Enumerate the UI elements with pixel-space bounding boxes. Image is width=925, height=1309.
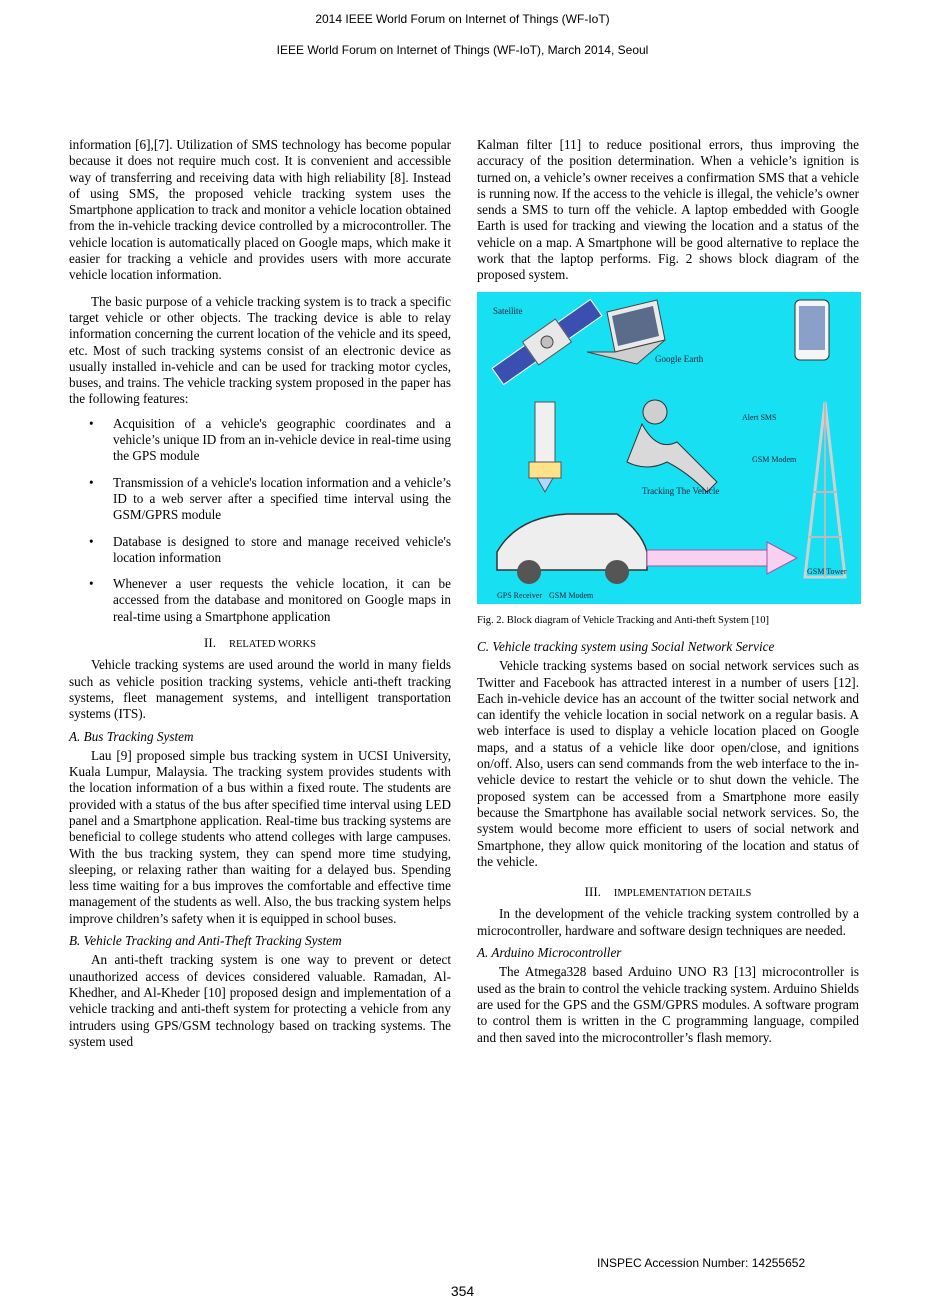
right-column <box>477 137 859 1046</box>
list-item: • Whenever a user requests the vehicle location, it can be accessed from the database and monitored on Google maps in real-time using a Smartphone application <box>89 576 451 624</box>
list-item: • Database is designed to store and manage received vehicle's location information <box>89 533 451 565</box>
conference-header-line1: 2014 IEEE World Forum on Internet of Things (WF-IoT) <box>315 12 610 26</box>
gsm-tower-label: GSM Tower <box>807 566 847 576</box>
feature-list <box>69 416 451 625</box>
gsm-modem-label: GSM Modem <box>752 454 797 464</box>
alert-sms-label: Alert SMS <box>742 412 777 422</box>
left-column <box>69 137 451 1050</box>
bullet-icon: • <box>89 576 94 592</box>
list-item: • Transmission of a vehicle's location information and a vehicle’s ID to a web server after a specified time interval using the GSM/GPRS module <box>89 474 451 523</box>
paragraph: Kalman filter [11] to reduce positional errors, thus improving the accuracy of the position determination. When a vehicle’s ignition is turned on, a vehicle’s owner receives a confirmation SMS that a vehicle is running now. If the access to the vehicle is illegal, the vehicle’s owner sends a SMS to turn off the vehicle. A laptop embedded with Google Earth is used for tracking and viewing the location and a status of the vehicle on a map. A Smartphone will be good alternative to replace the work that the laptop performs. Fig. 2 shows block diagram of the proposed system. <box>477 137 859 283</box>
gsm-tower-icon <box>805 402 845 577</box>
list-item: • Acquisition of a vehicle's geographic coordinates and a vehicle’s unique ID from an in-vehicle device in real-time using the GPS module <box>89 415 451 464</box>
gsm-modem-car-label: GSM Modem <box>549 590 594 600</box>
tracking-label: Tracking The Vehicle <box>642 485 720 496</box>
google-earth-label: Google Earth <box>655 353 704 364</box>
paragraph: The Atmega328 based Arduino UNO R3 [13] microcontroller is used as the brain to control the vehicle tracking system. Arduino Shields are used for the GPS and the GSM/GPRS modules. A software program to control them is written in the C programming language, compiled and then saved into the microcontroller’s flash memory. <box>477 964 859 1045</box>
figure-caption: Fig. 2. Block diagram of Vehicle Tracking and Anti-theft System [10] <box>477 614 770 626</box>
block-diagram-svg <box>477 292 861 604</box>
subsection-heading-arduino: A. Arduino Microcontroller <box>477 945 622 961</box>
subsection-heading-anti-theft: B. Vehicle Tracking and Anti-Theft Tracking System <box>69 933 342 949</box>
paragraph: Vehicle tracking systems are used around the world in many fields such as vehicle position tracking systems, vehicle anti-theft tracking systems, fleet management systems, and intelligent transportation systems (ITS). <box>69 657 451 722</box>
paragraph: In the development of the vehicle tracking system controlled by a microcontroller, hardware and software design techniques are needed. <box>477 906 859 938</box>
smartphone-icon <box>795 300 829 360</box>
paragraph: Vehicle tracking systems based on social network services such as Twitter and Facebook has attracted interest in a number of users [12]. Each in-vehicle device has an account of the twitter social network and can identify the vehicle location in social network on a regular basis. A web interface is used to display a vehicle location placed on Google maps, and a status of a vehicle like door open/close, and ignitions on/off. Also, users can send commands from the web interface to the in-vehicle device to restart the vehicle or to shut down the vehicle. The proposed system can be accessed from a Smartphone more easily because the Smartphone has available social network services. So, the system would become more efficient to users of social network and Smartphone, they allow quick monitoring of the location and status of the vehicle. <box>477 658 859 869</box>
bullet-icon: • <box>89 474 94 490</box>
thief-icon <box>627 400 717 492</box>
section-heading-related-works: II. RELATED WORKS <box>204 635 316 651</box>
bullet-icon: • <box>89 533 94 549</box>
gsm-modem-icon <box>529 402 561 492</box>
car-icon <box>497 514 647 584</box>
section-heading-implementation: III. IMPLEMENTATION DETAILS <box>584 884 752 900</box>
signal-arrow <box>647 542 797 574</box>
paragraph: information [6],[7]. Utilization of SMS technology has become popular because it does not require much cost. It is convenient and accessible way of transferring and receiving data with high reliability [8]. Instead of using SMS, the proposed vehicle tracking system uses the Smartphone application to track and monitor a vehicle location obtained from the in-vehicle tracking device controlled by a microcontroller. The vehicle location is automatically placed on Google maps, which make it easier for tracking a vehicle and provides users with more accurate vehicle location information. <box>69 137 451 283</box>
satellite-label: Satellite <box>493 305 523 316</box>
subsection-heading-social-network: C. Vehicle tracking system using Social Network Service <box>477 638 775 654</box>
block-diagram-figure <box>477 292 861 604</box>
bullet-icon: • <box>89 415 94 431</box>
paragraph: Lau [9] proposed simple bus tracking system in UCSI University, Kuala Lumpur, Malaysia. The tracking system provides students with the location information of a bus within a fixed route. The students are provided with a status of the bus after specified time interval using LED panel and a Smartphone application. Real-time bus tracking systems are beneficial to college students who attend colleges with large campuses. With the bus tracking system, they can spend more time studying, sleeping, or relaxing rather than waiting for a delayed bus. Spending less time waiting for a bus improves the comfortable and effective time management of the students as well. Also, the bus tracking system helps improve children’s safety when it is equipped in school buses. <box>69 747 451 926</box>
paragraph: An anti-theft tracking system is one way to prevent or detect unauthorized access of devices considered valuable. Ramadan, Al-Khedher, and Al-Kheder [10] proposed design and implementation of a vehicle tracking and anti-theft system for protecting a vehicle from any intruders using GPS/GSM technology based on tracking systems. The system used <box>69 952 451 1049</box>
page-number: 354 <box>450 1283 475 1299</box>
paragraph: The basic purpose of a vehicle tracking system is to track a specific target vehicle or other objects. The tracking device is able to relay information concerning the current location of the vehicle and its speed, etc. Most of such tracking systems consist of an electronic device as usually installed in-vehicle and can be used for tracking motor cycles, buses, and trains. The vehicle tracking system proposed in the paper has the following features: <box>69 293 451 407</box>
subsection-heading-bus-tracking: A. Bus Tracking System <box>69 728 194 744</box>
gps-receiver-label: GPS Receiver <box>497 590 543 600</box>
conference-header-line2: IEEE World Forum on Internet of Things (WF-IoT), March 2014, Seoul <box>276 43 649 57</box>
laptop-icon <box>587 300 665 364</box>
inspec-accession-number: INSPEC Accession Number: 14255652 <box>597 1256 806 1270</box>
